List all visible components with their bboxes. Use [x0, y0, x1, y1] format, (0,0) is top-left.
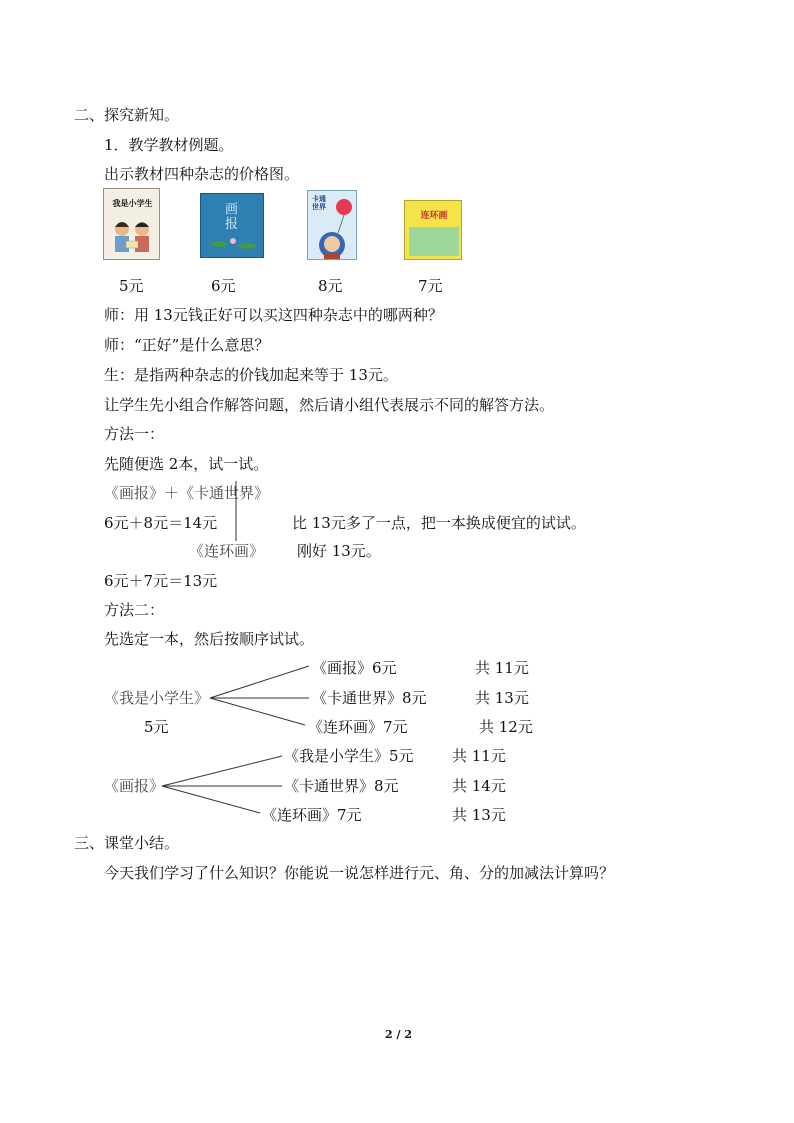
section-heading: 三、课堂小结。 [74, 834, 180, 852]
item-heading: 1．教学教材例题。 [104, 136, 234, 154]
tree-branch: 《我是小学生》5元 [284, 747, 414, 765]
cover-title: 画报 [225, 202, 239, 232]
equation: 6元＋7元＝13元 [104, 572, 218, 590]
tree-root: 《画报》 [104, 777, 165, 795]
method-step: 先随便选 2本，试一试。 [104, 455, 269, 473]
tree-total: 共 12元 [479, 718, 533, 736]
tree-branch: 《卡通世界》8元 [284, 777, 399, 795]
swap-text: 《连环画》 [189, 542, 265, 560]
dialog-line: 生：是指两种杂志的价钱加起来等于 13元。 [104, 366, 398, 384]
tree-total: 共 13元 [452, 806, 506, 824]
dialog-line: 师：用 13元钱正好可以买这四种杂志中的哪两种？ [104, 306, 443, 324]
tree-branch: 《连环画》7元 [308, 718, 408, 736]
price-label: 6元 [211, 277, 236, 295]
tree-branch: 《画报》6元 [312, 659, 397, 677]
tree-branch: 《连环画》7元 [262, 806, 362, 824]
note-text: 刚好 13元。 [297, 542, 381, 560]
cover-title: 我是小学生 [112, 199, 153, 208]
dialog-line: 师：“正好”是什么意思？ [104, 336, 270, 354]
price-label: 7元 [418, 277, 443, 295]
tree-total: 共 14元 [452, 777, 506, 795]
section-heading: 二、探究新知。 [74, 106, 180, 124]
tree-root-price: 5元 [144, 718, 169, 736]
price-label: 8元 [318, 277, 343, 295]
cover-title: 卡通世界 [312, 195, 326, 211]
equation: 6元＋8元＝14元 [104, 514, 218, 532]
dialog-line: 让学生先小组合作解答问题，然后请小组代表展示不同的解答方法。 [104, 396, 555, 414]
method-step: 先选定一本，然后按顺序试试。 [104, 630, 315, 648]
tree-total: 共 11元 [452, 747, 506, 765]
intro-text: 出示教材四种杂志的价格图。 [104, 165, 300, 183]
tree-total: 共 11元 [475, 659, 529, 677]
tree-root: 《我是小学生》 [104, 689, 210, 707]
price-label: 5元 [119, 277, 144, 295]
combo-text: 《画报》＋《卡通世界》 [104, 484, 270, 502]
page-number: 2 / 2 [385, 1028, 412, 1041]
branch-line [162, 756, 282, 786]
note-text: 比 13元多了一点，把一本换成便宜的试试。 [292, 514, 586, 532]
method-title: 方法一： [104, 425, 165, 443]
branch-line [162, 786, 260, 813]
tree-branch: 《卡通世界》8元 [312, 689, 427, 707]
branch-line [210, 666, 309, 698]
method-title: 方法二： [104, 601, 165, 619]
summary-text: 今天我们学习了什么知识？你能说一说怎样进行元、角、分的加减法计算吗？ [104, 864, 615, 882]
branch-line [210, 698, 305, 725]
cover-title: 连环画 [420, 211, 448, 221]
tree-total: 共 13元 [475, 689, 529, 707]
